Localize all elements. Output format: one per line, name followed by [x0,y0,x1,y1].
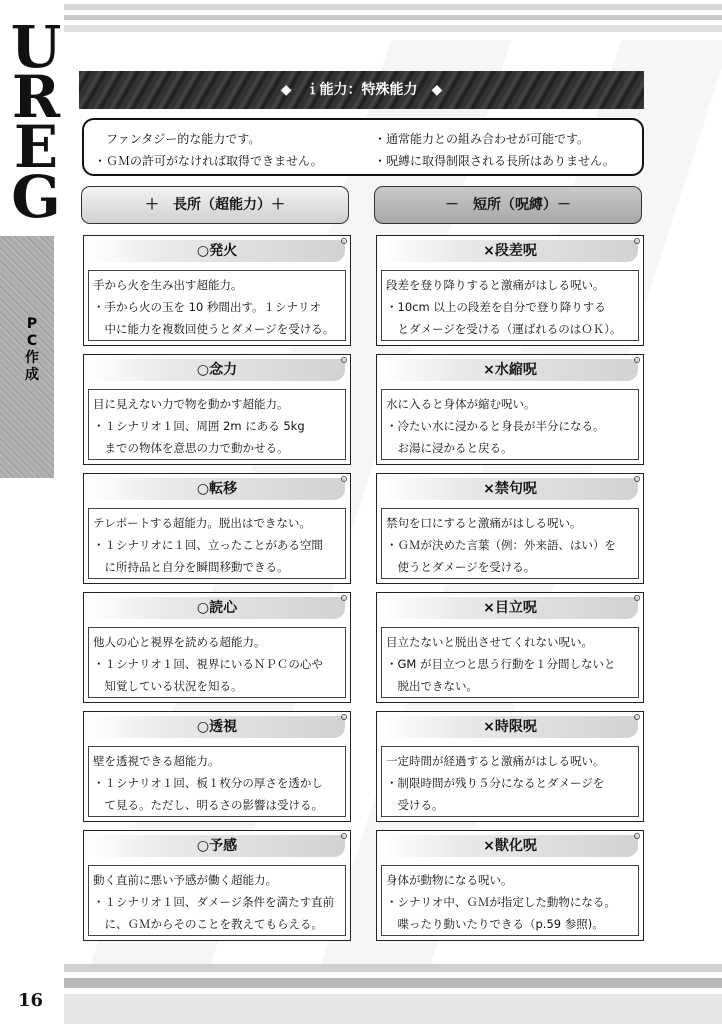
card-description-line: 手から火を生み出す超能力。 [93,278,243,292]
flaw-card [376,830,644,941]
top-band [64,0,722,40]
card-description-line: 目立たないと脱出させてくれない呪い。 [386,635,593,649]
page-number: 16 [18,990,44,1011]
card-title: ×時限呪 [483,719,537,735]
card-title: ○発火 [196,243,238,259]
card-title: ○予感 [196,838,238,854]
card-title: ×禁句呪 [483,481,537,497]
card-title: ○読心 [196,600,238,616]
logo-letter: G [11,163,61,231]
intro-line: ・通常能力との組み合わせが可能です。 [374,132,590,146]
card-description-line: までの物体を意思の力で動かせる。 [93,441,289,455]
logo-letter: R [11,63,61,131]
card-description-line: 壁を透視できる超能力。 [93,754,220,768]
card-description-line: ・制限時間が残り５分になるとダメージを [386,776,605,790]
card-description-line: 禁句を口にすると激痛がはしる呪い。 [386,516,582,530]
flaw-card [376,473,644,584]
intro-line: ファンタジー的な能力です。 [106,132,261,146]
flaw-card [376,592,644,703]
card-description-line: 知覚している状況を知る。 [93,679,243,693]
card-description-line: お湯に浸かると戻る。 [386,441,513,455]
card-description-line: ・シナリオ中、ＧＭが指定した動物になる。 [386,895,616,909]
card-description [381,508,639,579]
card-description-line: 喋ったり動いたりできる（p.59 参照)。 [386,917,604,931]
card-description [88,270,346,341]
card-description-line: ・１シナリオ１回、板１枚分の厚さを透かし [93,776,323,790]
card-description-line: に所持品と自分を瞬間移動できる。 [93,560,289,574]
card-description-line: ・１シナリオに１回、立ったことがある空間 [93,538,323,552]
card-title: ○転移 [196,481,238,497]
card-description [381,389,639,460]
card-description-line: ・１シナリオ１回、ダメージ条件を満たす直前 [93,895,335,909]
card-description [88,865,346,936]
logo-letter: U [10,13,62,81]
card-description [88,627,346,698]
card-title: ○念力 [196,362,238,378]
ureg-logo [10,13,62,231]
merits-column-header: ＋ 長所（超能力）＋ [81,186,349,224]
card-description-line: 身体が動物になる呪い。 [386,873,513,887]
card-description [381,746,639,817]
card-description-line: ・ＧＭが決めた言葉（例：外来語、はい）を [386,538,616,552]
intro-right [374,128,615,172]
merit-card [83,235,351,346]
card-description-line: ・手から火の玉を 10 秒間出す。１シナリオ [93,300,321,314]
card-description-line: 受ける。 [386,798,444,812]
card-description [88,746,346,817]
card-description-line: 使うとダメージを受ける。 [386,560,536,574]
section-title: ◆ ｉ能力：特殊能力 ◆ [79,71,644,109]
merit-card [83,473,351,584]
side-chapter-tab [0,236,54,478]
intro-line: ・呪縛に取得制限される長所はありません。 [374,154,615,168]
merit-card [83,711,351,822]
card-description-line: ・１シナリオ１回、周囲 2m にある 5kg [93,419,305,433]
card-description-line: ・10cm 以上の段差を自分で登り降りする [386,300,606,314]
card-description-line: 水に入ると身体が縮む呪い。 [386,397,536,411]
card-description-line: ・１シナリオ１回、視界にいるＮＰＣの心や [93,657,323,671]
card-title: ○透視 [196,719,238,735]
merit-card [83,354,351,465]
side-tab-char: P [26,316,38,332]
card-description-line: に、ＧＭからそのことを教えてもらえる。 [93,917,323,931]
side-tab-label [22,316,42,384]
flaw-card [376,235,644,346]
logo-letter: E [13,113,59,181]
card-title: ×水縮呪 [483,362,537,378]
card-description-line: 動く直前に悪い予感が働く超能力。 [93,873,277,887]
card-description [381,270,639,341]
intro-left [94,128,323,172]
card-description-line: 他人の心と視界を読める超能力。 [93,635,266,649]
card-description [88,508,346,579]
merit-card [83,592,351,703]
card-description-line: 脱出できない。 [386,679,478,693]
card-description-line: ・冷たい水に浸かると身長が半分になる。 [386,419,605,433]
flaws-column-header: － 短所（呪縛）－ [374,186,642,224]
card-description-line: 段差を登り降りすると激痛がはしる呪い。 [386,278,605,292]
card-description-line: テレポートする超能力。脱出はできない。 [93,516,311,530]
side-tab-char: 成 [25,367,39,383]
card-title: ×段差呪 [483,243,537,259]
intro-line: ・ＧＭの許可がなければ取得できません。 [94,154,323,168]
card-description-line: 中に能力を複数回使うとダメージを受ける。 [93,322,335,336]
card-description [381,627,639,698]
card-description [88,389,346,460]
card-title: ×獣化呪 [483,838,537,854]
side-tab-char: 作 [25,350,39,366]
bottom-band [64,964,722,1024]
merit-card [83,830,351,941]
flaw-card [376,711,644,822]
card-description-line: 一定時間が経過すると激痛がはしる呪い。 [386,754,605,768]
card-description [381,865,639,936]
flaw-card [376,354,644,465]
card-description-line: とダメージを受ける（運ばれるのはＯＫ）。 [386,322,622,336]
card-description-line: て見る。ただし、明るさの影響は受ける。 [93,798,323,812]
card-title: ×目立呪 [483,600,537,616]
intro-box [82,118,644,176]
side-tab-char: C [26,333,38,349]
card-description-line: ・GM が目立つと思う行動を１分間しないと [386,657,616,671]
card-description-line: 目に見えない力で物を動かす超能力。 [93,397,289,411]
